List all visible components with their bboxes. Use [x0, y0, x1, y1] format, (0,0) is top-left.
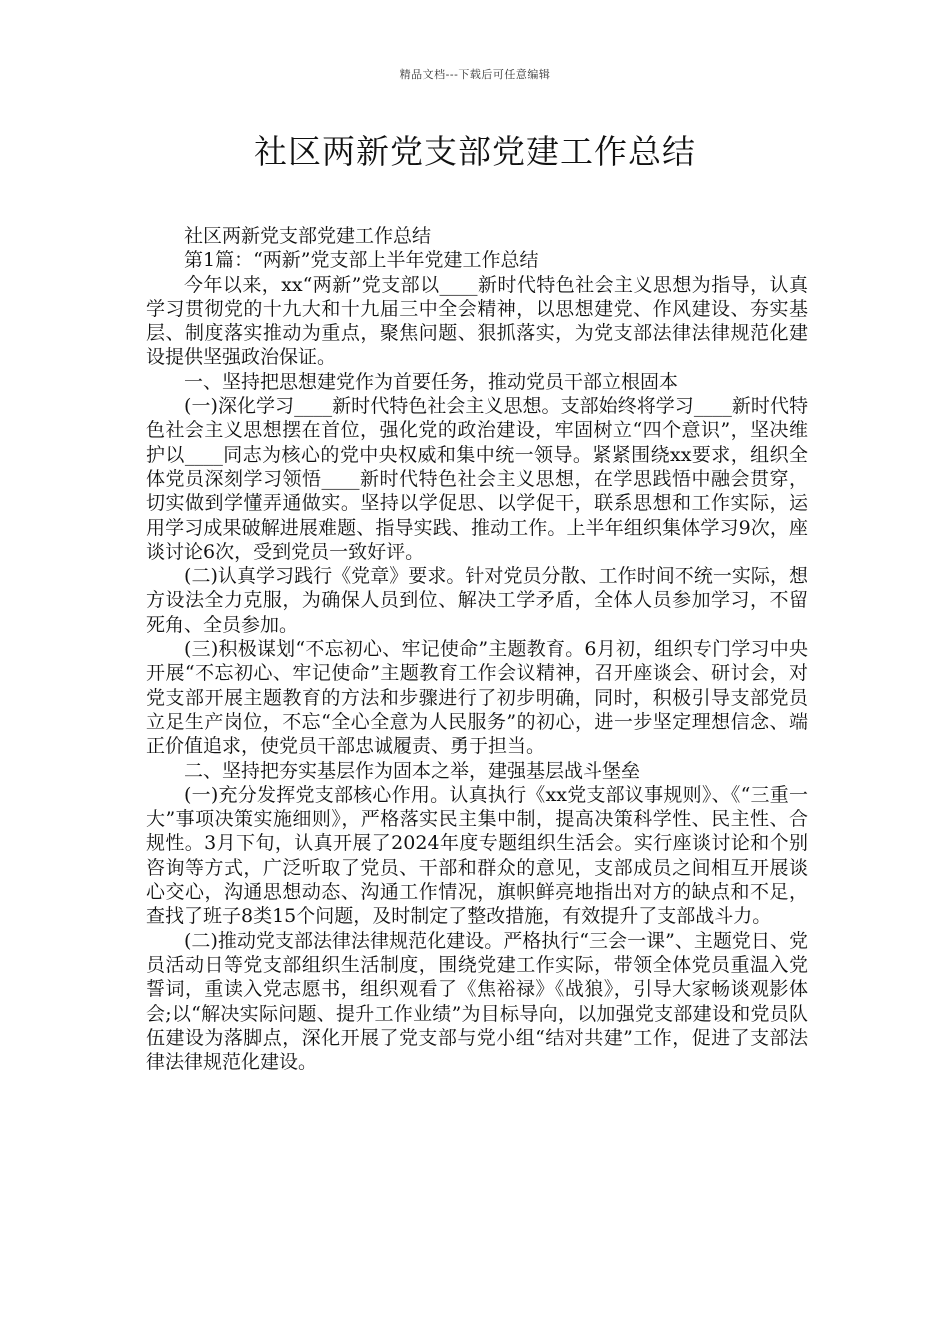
document-title: 社区两新党支部党建工作总结 — [254, 132, 696, 171]
chapter-heading: 第1篇：“两新”党支部上半年党建工作总结 — [184, 249, 539, 272]
subtitle-paragraph: 社区两新党支部党建工作总结 — [184, 225, 432, 247]
document-body — [146, 224, 808, 1074]
body-paragraph: (二)认真学习践行《党章》要求。针对党员分散、工作时间不统一实际，想方设法全力克服，为确保人员到位、解决工学矛盾，全体人员参加学习，不留死角、全员参加。 — [146, 565, 808, 636]
section-heading-2: 二、坚持把夯实基层作为固本之举，建强基层战斗堡垒 — [184, 759, 641, 782]
body-paragraph: (二)推动党支部法律法律规范化建设。严格执行“三会一课”、主题党日、党员活动日等党支部组织生活制度，围绕党建工作实际，带领全体党员重温入党誓词，重读入党志愿书，组织观看了《焦裕禄》《战狼》，引导大家畅谈观影体会;以“解决实际问题、提升工作业绩”为目标导向，以加强党支部建设和党员队伍建设为落脚点，深化开展了党支部与党小组“结对共建”工作，促进了支部法律法律规范化建设。 — [146, 929, 808, 1074]
section-heading-1: 一、坚持把思想建党作为首要任务，推动党员干部立根固本 — [184, 370, 679, 393]
body-paragraph: (一)充分发挥党支部核心作用。认真执行《xx党支部议事规则》、《“三重一大”事项决策实施细则》，严格落实民主集中制，提高决策科学性、民主性、合规性。3月下旬，认真开展了2024年度专题组织生活会。实行座谈讨论和个别咨询等方式，广泛听取了党员、干部和群众的意见，支部成员之间相互开展谈心交心，沟通思想动态、沟通工作情况，旗帜鲜亮地指出对方的缺点和不足，查找了班子8类15个问题，及时制定了整改措施，有效提升了支部战斗力。 — [146, 783, 808, 928]
intro-paragraph: 今年以来，xx“两新”党支部以____新时代特色社会主义思想为指导，认真学习贯彻党的十九大和十九届三中全会精神，以思想建党、作风建设、夯实基层、制度落实推动为重点，聚焦问题、狠抓落实，为党支部法律法律规范化建设提供坚强政治保证。 — [146, 273, 808, 369]
body-paragraph: (一)深化学习____新时代特色社会主义思想。支部始终将学习____新时代特色社会主义思想摆在首位，强化党的政治建设，牢固树立“四个意识”，坚决维护以____同志为核心的党中央权威和集中统一领导。紧紧围绕xx要求，组织全体党员深刻学习领悟____新时代特色社会主义思想，在学思践悟中融会贯穿，切实做到学懂弄通做实。坚持以学促思、以学促干，联系思想和工作实际，运用学习成果破解进展难题、指导实践、推动工作。上半年组织集体学习9次，座谈讨论6次，受到党员一致好评。 — [146, 395, 808, 563]
body-paragraph: (三)积极谋划“不忘初心、牢记使命”主题教育。6月初，组织专门学习中央开展“不忘初心、牢记使命”主题教育工作会议精神，召开座谈会、研讨会，对党支部开展主题教育的方法和步骤进行了初步明确，同时，积极引导支部党员立足生产岗位，不忘“全心全意为人民服务”的初心，进一步坚定理想信念、端正价值追求，使党员干部忠诚履责、勇于担当。 — [146, 638, 808, 758]
page-header-note: 精品文档---下载后可任意编辑 — [399, 68, 551, 81]
